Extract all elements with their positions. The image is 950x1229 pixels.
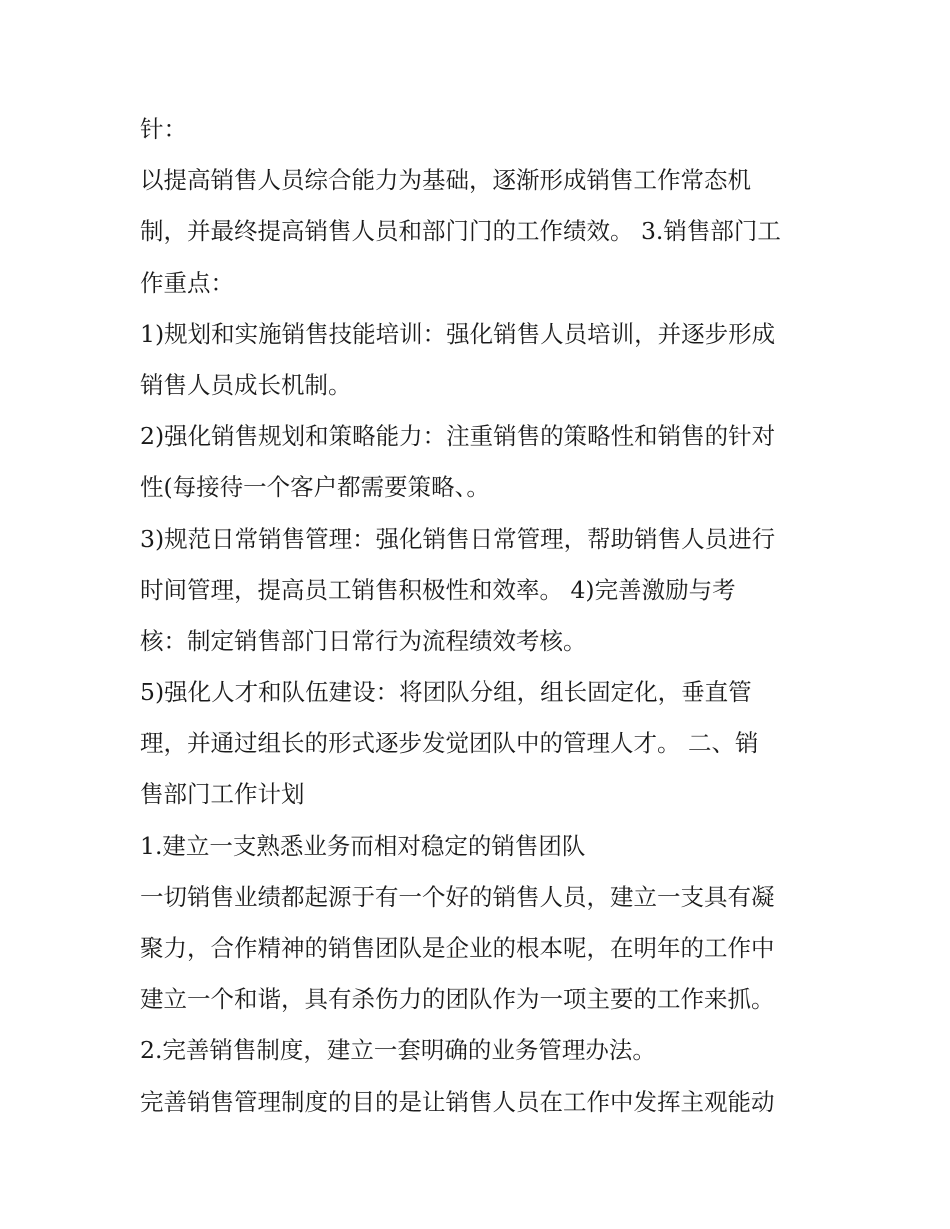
text-line: 制，并最终提高销售人员和部门门的工作绩效。 3.销售部门工 xyxy=(140,217,781,246)
text-line: 销售人员成长机制。 xyxy=(140,370,352,399)
body-text xyxy=(140,104,820,1128)
text-line: 2)强化销售规划和策略能力：注重销售的策略性和销售的针对 xyxy=(140,422,776,451)
text-line: 1)规划和实施销售技能培训：强化销售人员培训，并逐步形成 xyxy=(140,319,776,348)
text-line: 以提高销售人员综合能力为基础，逐渐形成销售工作常态机 xyxy=(140,166,751,195)
text-line: 1.建立一支熟悉业务而相对稳定的销售团队 xyxy=(140,831,586,860)
text-line: 聚力，合作精神的销售团队是企业的根本呢，在明年的工作中 xyxy=(140,934,775,962)
text-line: 针： xyxy=(140,115,187,143)
text-line: 时间管理，提高员工销售积极性和效率。 4)完善激励与考 xyxy=(140,575,736,604)
text-line: 2.完善销售制度，建立一套明确的业务管理办法。 xyxy=(140,1036,656,1065)
text-line: 5)强化人才和队伍建设：将团队分组，组长固定化，垂直管 xyxy=(140,678,752,707)
text-line: 作重点： xyxy=(140,268,234,297)
text-line: 理，并通过组长的形式逐步发觉团队中的管理人才。 二、销 xyxy=(140,729,759,758)
text-line: 完善销售管理制度的目的是让销售人员在工作中发挥主观能动 xyxy=(140,1087,775,1116)
text-line: 一切销售业绩都起源于有一个好的销售人员，建立一支具有凝 xyxy=(140,882,775,911)
text-line: 核：制定销售部门日常行为流程绩效考核。 xyxy=(140,626,587,655)
text-line: 售部门工作计划 xyxy=(140,780,305,809)
text-line: 建立一个和谐，具有杀伤力的团队作为一项主要的工作来抓。 xyxy=(140,985,775,1014)
text-line: 性(每接待一个客户都需要策略、。 xyxy=(140,473,490,502)
text-line: 3)规范日常销售管理：强化销售日常管理，帮助销售人员进行 xyxy=(140,524,776,553)
